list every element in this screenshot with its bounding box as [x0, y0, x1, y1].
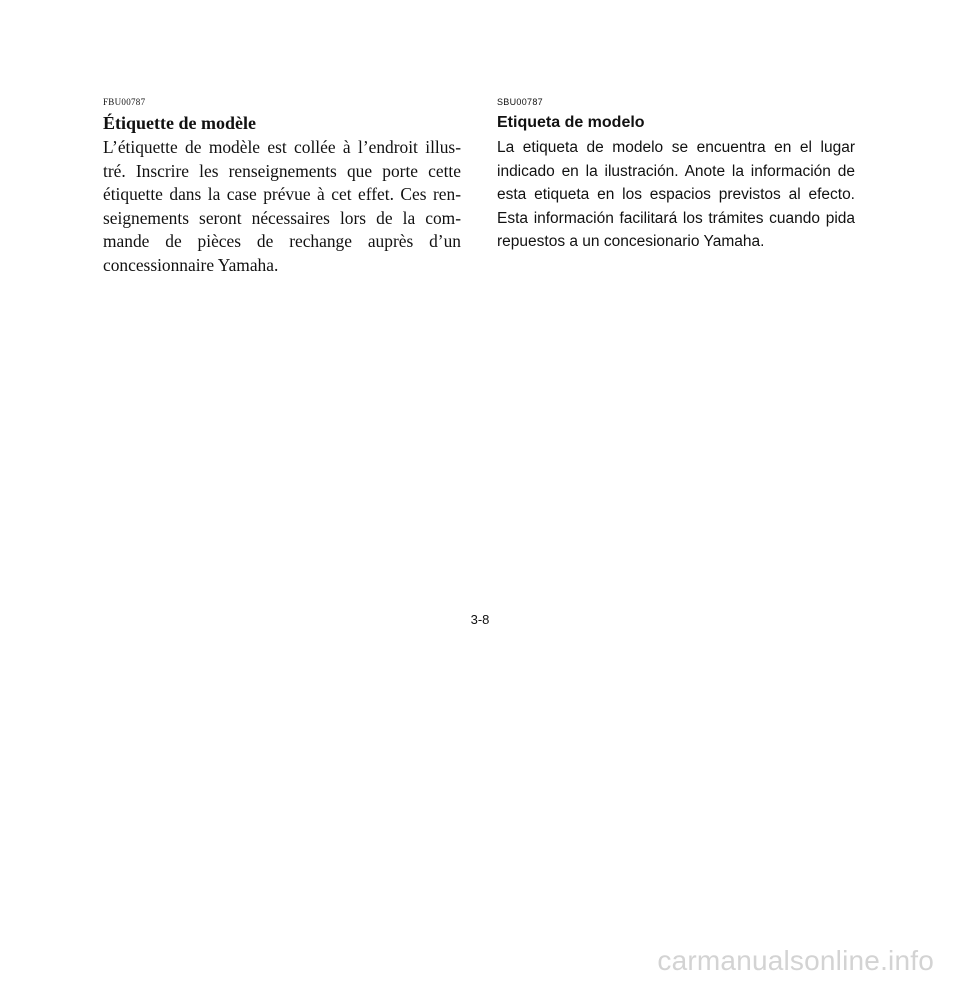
section-body: La etiqueta de modelo se encuentra en el lugar indicado en la ilustración. Anote la información de esta etiqueta en los espacios previstos al efecto. Esta información facilitará los trámites cuando pida repuestos a un concesionario Yamaha.	[497, 139, 855, 250]
watermark: carmanualsonline.info	[657, 945, 934, 976]
section-heading: Étiquette de modèle	[103, 113, 256, 133]
section-code: SBU00787	[497, 97, 543, 107]
page-number: 3-8	[470, 612, 490, 627]
french-column	[103, 96, 461, 277]
section-body: L’étiquette de modèle est collée à l’endroit illus- tré. Inscrire les renseignements que porte cette étiquette dans la case prévue à cet effet. Ces ren- seignements seront nécessaires lors de la com- mande de pièces de rechange auprès d’un concessionnaire Yamaha.	[103, 137, 461, 275]
section-code: FBU00787	[103, 97, 146, 107]
section-heading: Etiqueta de modelo	[497, 114, 645, 131]
spanish-column	[497, 96, 855, 254]
